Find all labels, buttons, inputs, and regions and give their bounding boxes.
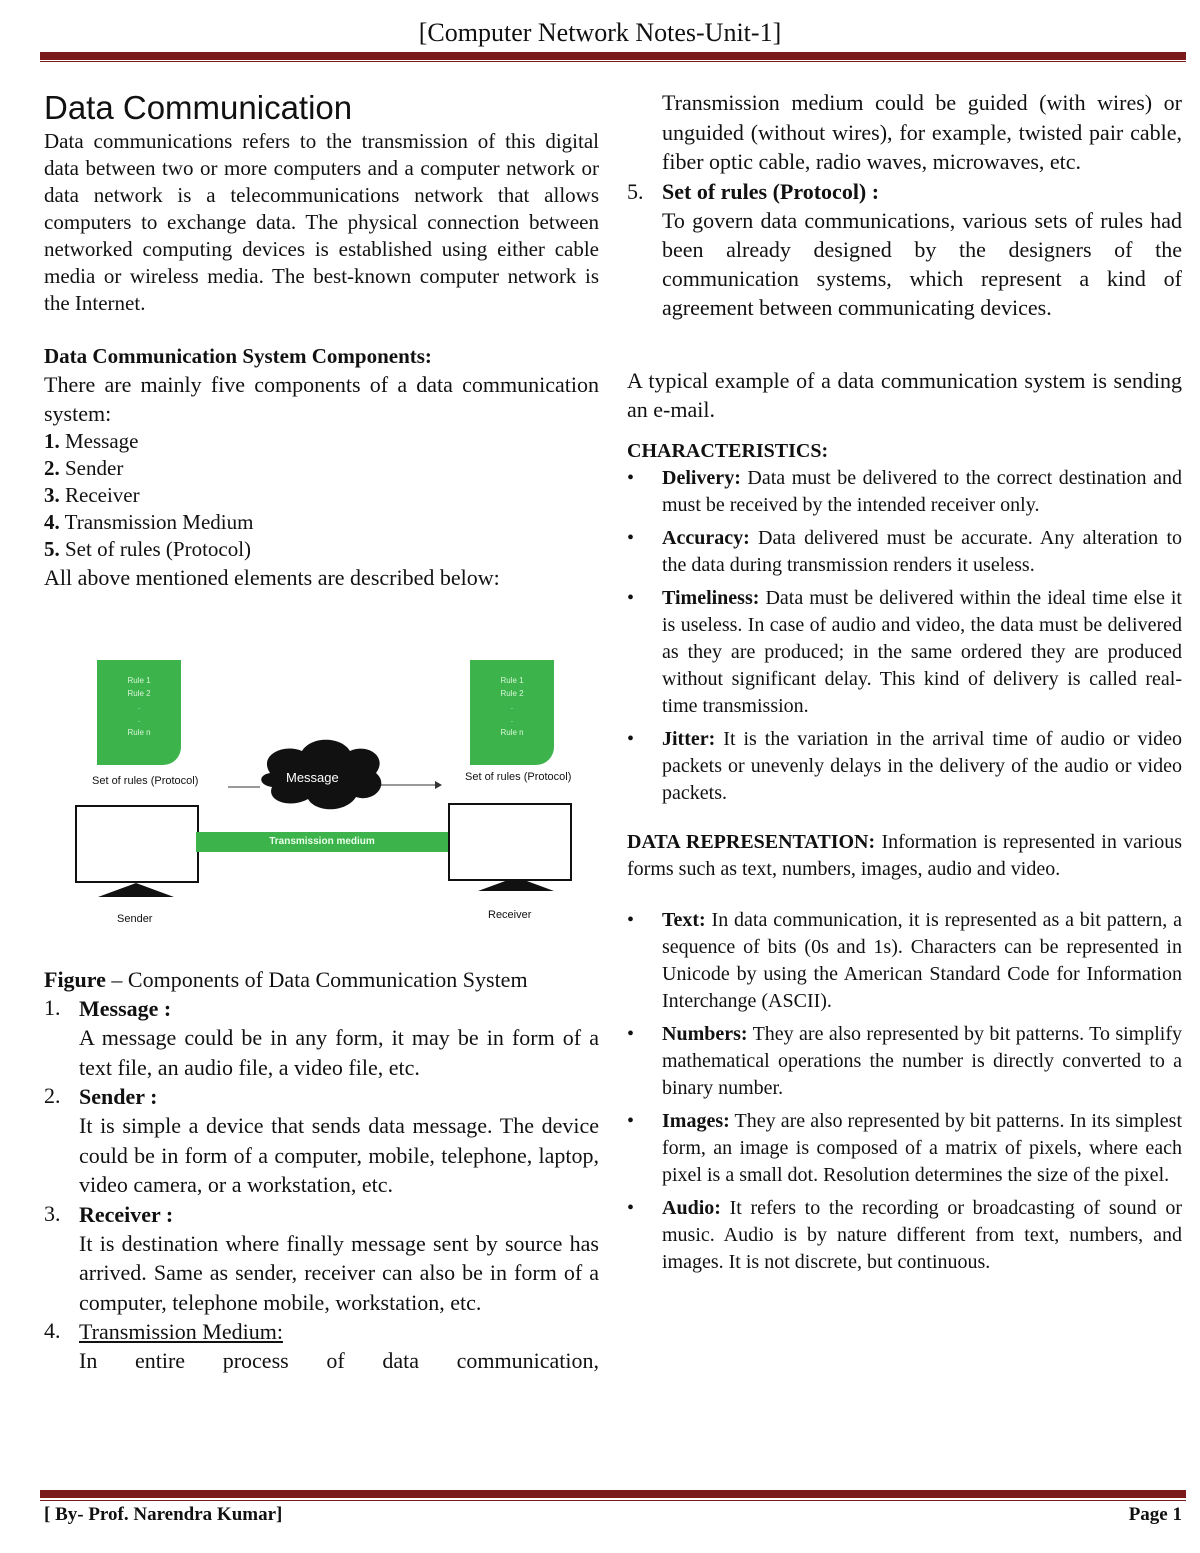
components-diagram xyxy=(70,655,590,935)
footer-author: [ By- Prof. Narendra Kumar] xyxy=(44,1504,283,1525)
sender-monitor xyxy=(75,805,199,883)
list-item: • Jitter: It is the variation in the arrival time of audio or video packets or unevenly delays in the delivery of the audio or video packets. xyxy=(627,727,1182,804)
transmission-medium-continued: Transmission medium could be guided (with wires) or unguided (without wires), for example, twisted pair cable, fiber optic cable, radio waves, microwaves, etc. xyxy=(662,90,1182,174)
list-item: 2. Sender xyxy=(44,456,124,480)
receiver-label: Receiver xyxy=(488,909,532,921)
list-item: • Text: In data communication, it is represented as a bit pattern, a sequence of bits (0s and 1s). Characters can be represented in Unicode by using the American Standard Code for Information Interchange (ASCII). xyxy=(627,908,1183,1012)
transmission-medium-bar: Transmission medium xyxy=(196,832,448,852)
list-item: • Images: They are also represented by bit patterns. In its simplest form, an image is composed of a matrix of pixels, where each pixel is a small dot. Resolution determines the size of the pixel. xyxy=(627,1109,1183,1186)
list-item: 4. Transmission Medium: In entire process of data communication, xyxy=(44,1318,599,1373)
page-header-title: [Computer Network Notes-Unit-1] xyxy=(418,18,782,47)
list-item: • Accuracy: Data delivered must be accurate. Any alteration to the data during transmission renders it useless. xyxy=(627,526,1183,576)
page-number: Page 1 xyxy=(1128,1504,1182,1525)
component-descriptions xyxy=(44,994,599,1376)
sender-stand xyxy=(98,883,174,897)
receiver-monitor xyxy=(448,803,572,881)
sender-label: Sender xyxy=(117,913,153,925)
list-item: 1. Message : A message could be in any form, it may be in form of a text file, an audio file, a video file, etc. xyxy=(44,995,599,1080)
list-item: 4. Transmission Medium xyxy=(44,510,254,534)
left-column xyxy=(44,88,599,592)
header-divider-thin xyxy=(40,61,1186,62)
message-label: Message xyxy=(286,770,339,785)
described-below: All above mentioned elements are described below: xyxy=(44,565,500,590)
representation-list xyxy=(627,907,1182,1276)
list-item: 2. Sender : It is simple a device that sends data message. The device could be in form of a computer, mobile, telephone, laptop, video camera, or a workstation, etc. xyxy=(44,1083,599,1197)
left-column-lower xyxy=(44,966,599,1376)
components-heading: Data Communication System Components: xyxy=(44,344,432,368)
components-list xyxy=(44,428,599,563)
characteristics-heading: CHARACTERISTICS: xyxy=(627,439,829,462)
figure-caption: Figure – Components of Data Communication System xyxy=(44,967,528,992)
list-item: • Timeliness: Data must be delivered within the ideal time else it is useless. In case of audio and video, the data must be delivered as they are produced; in the same ordered they are produced without significant delay. This kind of delivery is called real-time transmission. xyxy=(627,586,1182,717)
protocol-rules-box-right: Rule 1 Rule 2 . . Rule n xyxy=(470,660,554,765)
list-item: • Delivery: Data must be delivered to the correct destination and must be received by the intended receiver only. xyxy=(627,466,1182,516)
right-column xyxy=(627,88,1182,1282)
list-item: 5. Set of rules (Protocol) xyxy=(44,537,252,561)
diagram-graphics xyxy=(70,655,590,935)
components-intro: There are mainly five components of a data communication system: xyxy=(44,372,599,426)
intro-paragraph: Data communications refers to the transmission of this digital data between two or more computers and a computer network or data network is a telecommunications network that allows computers to exchange data. The physical connection between networked computing devices is established using either cable media or wireless media. The best-known computer network is the Internet. xyxy=(44,129,599,315)
list-item: 3. Receiver : It is destination where finally message sent by source has arrived. Same as sender, receiver can also be in form of a computer, telephone mobile, workstation, etc. xyxy=(44,1200,599,1315)
footer-divider xyxy=(40,1490,1186,1498)
section-title-data-communication: Data Communication xyxy=(44,89,353,126)
protocol-caption-right: Set of rules (Protocol) xyxy=(465,771,572,783)
list-item: 3. Receiver xyxy=(44,483,140,507)
list-item: • Numbers: They are also represented by bit patterns. To simplify mathematical operations the number is directly converted to a binary number. xyxy=(627,1022,1182,1099)
list-item: • Audio: It refers to the recording or broadcasting of sound or music. Audio is by nature different from text, numbers, and images. It is not discrete, but continuous. xyxy=(627,1196,1183,1273)
footer-divider-thin xyxy=(40,1500,1186,1501)
characteristics-list xyxy=(627,465,1182,807)
message-arrow-head xyxy=(435,781,442,789)
email-example: A typical example of a data communication system is sending an e-mail. xyxy=(627,367,1182,422)
item-protocol: 5. Set of rules (Protocol) : To govern data communications, various sets of rules had been already designed by the designers of the communication systems, which represent a kind of agreement between communicating devices. xyxy=(627,178,1182,320)
header-divider xyxy=(40,52,1186,60)
list-item: 1. Message xyxy=(44,429,139,453)
data-representation-intro: DATA REPRESENTATION: Information is represented in various forms such as text, numbers, images, audio and video. xyxy=(627,830,1183,880)
protocol-rules-box-left: Rule 1 Rule 2 . . Rule n xyxy=(97,660,181,765)
protocol-caption-left: Set of rules (Protocol) xyxy=(92,775,199,787)
